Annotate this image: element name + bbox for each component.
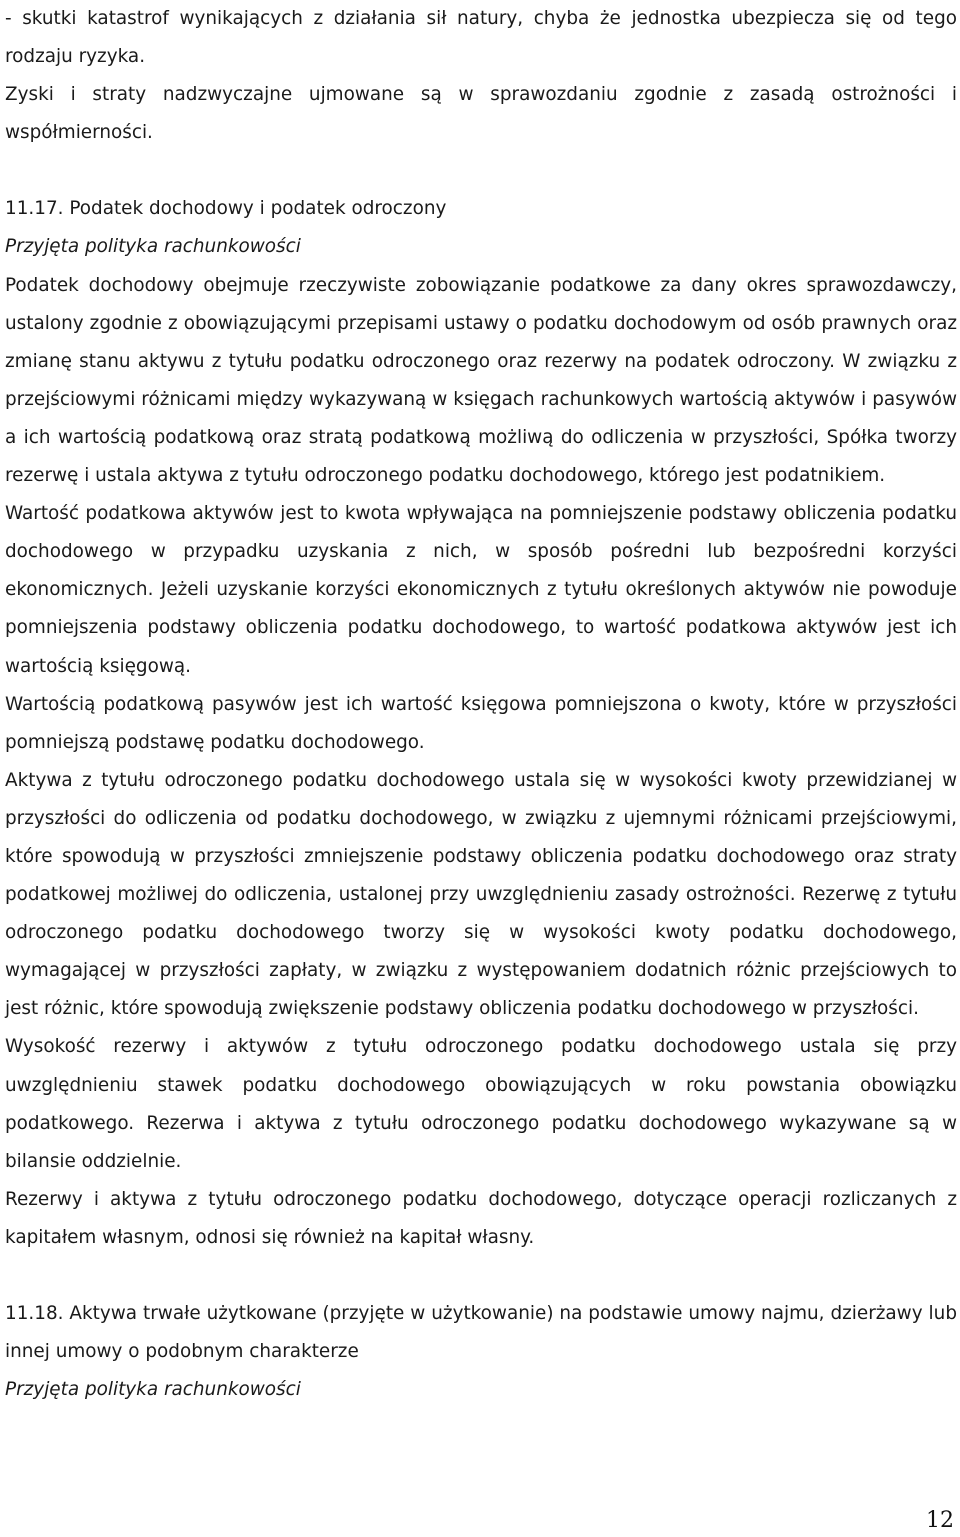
section-1117-policy-subheading: Przyjęta polityka rachunkowości: [5, 236, 301, 258]
page-number: 12: [926, 1508, 954, 1533]
section-1118-heading: 11.18. Aktywa trwałe użytkowane (przyjęte w użytkowanie) na podstawie umowy najmu, dzierżawy lub innej umowy o podobnym charakterze: [5, 1303, 957, 1363]
section-spacer: [5, 152, 957, 190]
section-1117-heading: 11.17. Podatek dochodowy i podatek odroczony: [5, 198, 447, 220]
intro-paragraph: - skutki katastrof wynikających z działania sił natury, chyba że jednostka ubezpiecza się od tego rodzaju ryzyka.: [5, 8, 957, 68]
paragraph-4: Aktywa z tytułu odroczonego podatku dochodowego ustala się w wysokości kwoty przewidzianej w przyszłości do odliczenia od podatku dochodowego, w związku z ujemnymi różnicami przejściowymi, które spowodują w przyszłości zmniejszenie podstawy obliczenia podatku dochodowego oraz straty podatkowej możliwej do odliczenia, ustalonej przy uwzględnieniu zasady ostrożności. Rezerwę z tytułu odroczonego podatku dochodowego tworzy się w wysokości kwoty podatku dochodowego, wymagającej w przyszłości zapłaty, w związku z występowaniem dodatnich różnic przejściowych to jest różnic, które spowodują zwiększenie podstawy obliczenia podatku dochodowego w przyszłości.: [5, 769, 957, 1020]
section-spacer-2: [5, 1257, 957, 1295]
paragraph-2: Wartość podatkowa aktywów jest to kwota wpływająca na pomniejszenie podstawy obliczenia podatku dochodowego w przypadku uzyskania z nich, w sposób pośredni lub bezpośredni korzyści ekonomicznych. Jeżeli uzyskanie korzyści ekonomicznych z tytułu określonych aktywów nie powoduje pomniejszenia podstawy obliczenia podatku dochodowego, to wartość podatkowa aktywów jest ich wartością księgową.: [5, 503, 957, 677]
zyski-paragraph: Zyski i straty nadzwyczajne ujmowane są w sprawozdaniu zgodnie z zasadą ostrożności i współmierności.: [5, 84, 957, 144]
paragraph-5: Wysokość rezerwy i aktywów z tytułu odroczonego podatku dochodowego ustala się przy uwzględnieniu stawek podatku dochodowego obowiązujących w roku powstania obowiązku podatkowego. Rezerwa i aktywa z tytułu odroczonego podatku dochodowego wykazywane są w bilansie oddzielnie.: [5, 1036, 957, 1172]
document-page: [5, 0, 957, 1409]
paragraph-6: Rezerwy i aktywa z tytułu odroczonego podatku dochodowego, dotyczące operacji rozliczanych z kapitałem własnym, odnosi się również na kapitał własny.: [5, 1188, 957, 1248]
paragraph-1: Podatek dochodowy obejmuje rzeczywiste zobowiązanie podatkowe za dany okres sprawozdawczy, ustalony zgodnie z obowiązującymi przepisami ustawy o podatku dochodowym od osób prawnych oraz zmianę stanu aktywu z tytułu podatku odroczonego oraz rezerwy na podatek odroczony. W związku z przejściowymi różnicami między wykazywaną w księgach rachunkowych wartością aktywów i pasywów a ich wartością podatkową oraz stratą podatkową możliwą do odliczenia w przyszłości, Spółka tworzy rezerwę i ustala aktywa z tytułu odroczonego podatku dochodowego, którego jest podatnikiem.: [5, 274, 957, 487]
section-1118-policy-subheading: Przyjęta polityka rachunkowości: [5, 1379, 301, 1401]
paragraph-3: Wartością podatkową pasywów jest ich wartość księgowa pomniejszona o kwoty, które w przyszłości pomniejszą podstawę podatku dochodowego.: [5, 693, 957, 753]
